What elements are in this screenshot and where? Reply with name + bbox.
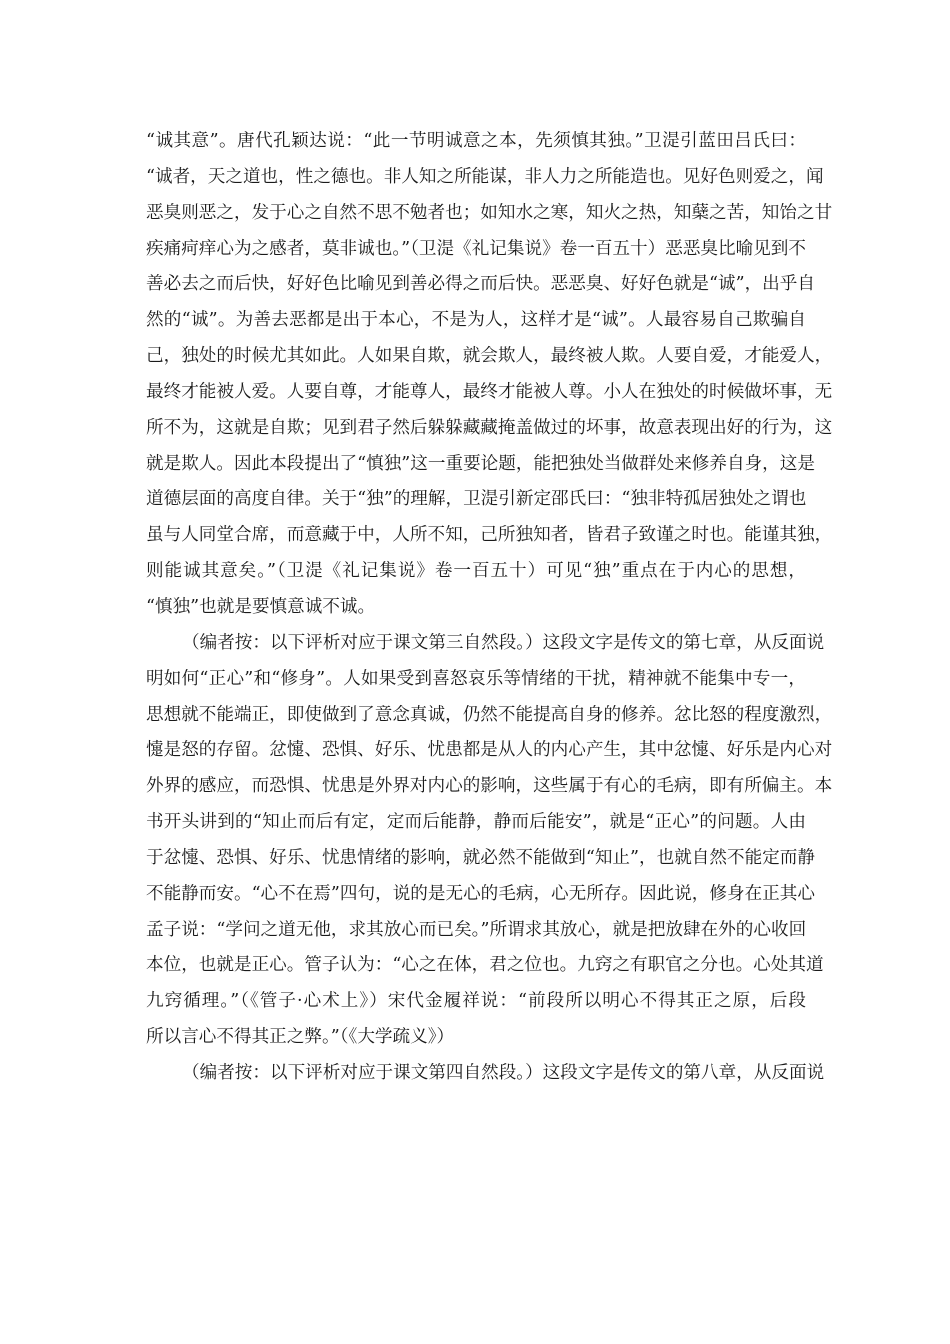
text-line: “诚其意”。唐代孔颖达说：“此一节明诚意之本，先须慎其独。”卫湜引蓝田吕氏曰： — [146, 131, 806, 151]
text-line: 孟子说：“学问之道无他，求其放心而已矣。”所谓求其放心，就是把放肆在外的心收回 — [146, 919, 807, 940]
text-line: 善必去之而后快，好好色比喻见到善必得之而后快。恶恶臭、好好色就是“诚”，出乎自 — [146, 274, 815, 295]
text-line: 明如何“正心”和“修身”。人如果受到喜怒哀乐等情绪的干扰，精神就不能集中专一， — [146, 668, 806, 689]
text-line: 所以言心不得其正之弊。”（《大学疏义》） — [146, 1027, 455, 1048]
text-line: 恶臭则恶之，发于心之自然不思不勉者也；如知水之寒，知火之热，知蘖之苦，知饴之甘 — [146, 202, 833, 223]
text-line: “慎独”也就是要慎意诚不诚。 — [146, 596, 376, 617]
text-line: 虽与人同堂合席，而意藏于中，人所不知，己所独知者，皆君子致谨之时也。能谨其独， — [146, 525, 833, 546]
paragraph-first-line: （编者按：以下评析对应于课文第三自然段。）这段文字是传文的第七章，从反面说 — [182, 632, 825, 653]
text-line: 然的“诚”。为善去恶都是出于本心，不是为人，这样才是“诚”。人最容易自己欺骗自 — [146, 310, 806, 331]
text-line: 不能静而安。“心不在焉”四句，说的是无心的毛病，心无所存。因此说，修身在正其心 — [146, 883, 815, 904]
text-line: 则能诚其意矣。”（卫湜《礼记集说》卷一百五十）可见“独”重点在于内心的思想， — [146, 561, 806, 582]
text-line: 所不为，这就是自欺；见到君子然后躲躲藏藏掩盖做过的坏事，故意表现出好的行为，这 — [146, 417, 833, 438]
text-line: 懥是怒的存留。忿懥、恐惧、好乐、忧患都是从人的内心产生，其中忿懥、好乐是内心对 — [146, 740, 833, 761]
text-line: 最终才能被人爱。人要自尊，才能尊人，最终才能被人尊。小人在独处的时候做坏事，无 — [146, 381, 833, 402]
text-line: 外界的感应，而恐惧、忧患是外界对内心的影响，这些属于有心的毛病，即有所偏主。本 — [146, 776, 833, 797]
text-line: 书开头讲到的“知止而后有定，定而后能静，静而后能安”，就是“正心”的问题。人由 — [146, 812, 806, 833]
text-line: 本位，也就是正心。管子认为：“心之在体，君之位也。九窍之有职官之分也。心处其道 — [146, 955, 824, 976]
text-line: 思想就不能端正，即使做到了意念真诚，仍然不能提高自身的修养。忿比怒的程度激烈， — [146, 704, 833, 725]
text-line: “诚者，天之道也，性之德也。非人知之所能谋，非人力之所能造也。见好色则爱之，闻 — [146, 166, 824, 187]
text-line: 九窍循理。”（《管子·心术上》）宋代金履祥说：“前段所以明心不得其正之原，后段 — [146, 991, 806, 1012]
text-line: 道德层面的高度自律。关于“独”的理解，卫湜引新定邵氏曰：“独非特孤居独处之谓也 — [146, 489, 807, 510]
text-line: 就是欺人。因此本段提出了“慎独”这一重要论题，能把独处当做群处来修养自身，这是 — [146, 453, 815, 474]
commentary-text — [146, 124, 833, 1092]
text-line: 己，独处的时候尤其如此。人如果自欺，就会欺人，最终被人欺。人要自爱，才能爱人， — [146, 346, 833, 367]
document-body — [146, 124, 833, 1092]
text-line: 疾痛疴痒心为之感者，莫非诚也。”（卫湜《礼记集说》卷一百五十）恶恶臭比喻见到不 — [146, 238, 806, 259]
paragraph-first-line: （编者按：以下评析对应于课文第四自然段。）这段文字是传文的第八章，从反面说 — [182, 1062, 825, 1083]
text-line: 于忿懥、恐惧、好乐、忧患情绪的影响，就必然不能做到“知止”，也就自然不能定而静 — [146, 847, 815, 868]
